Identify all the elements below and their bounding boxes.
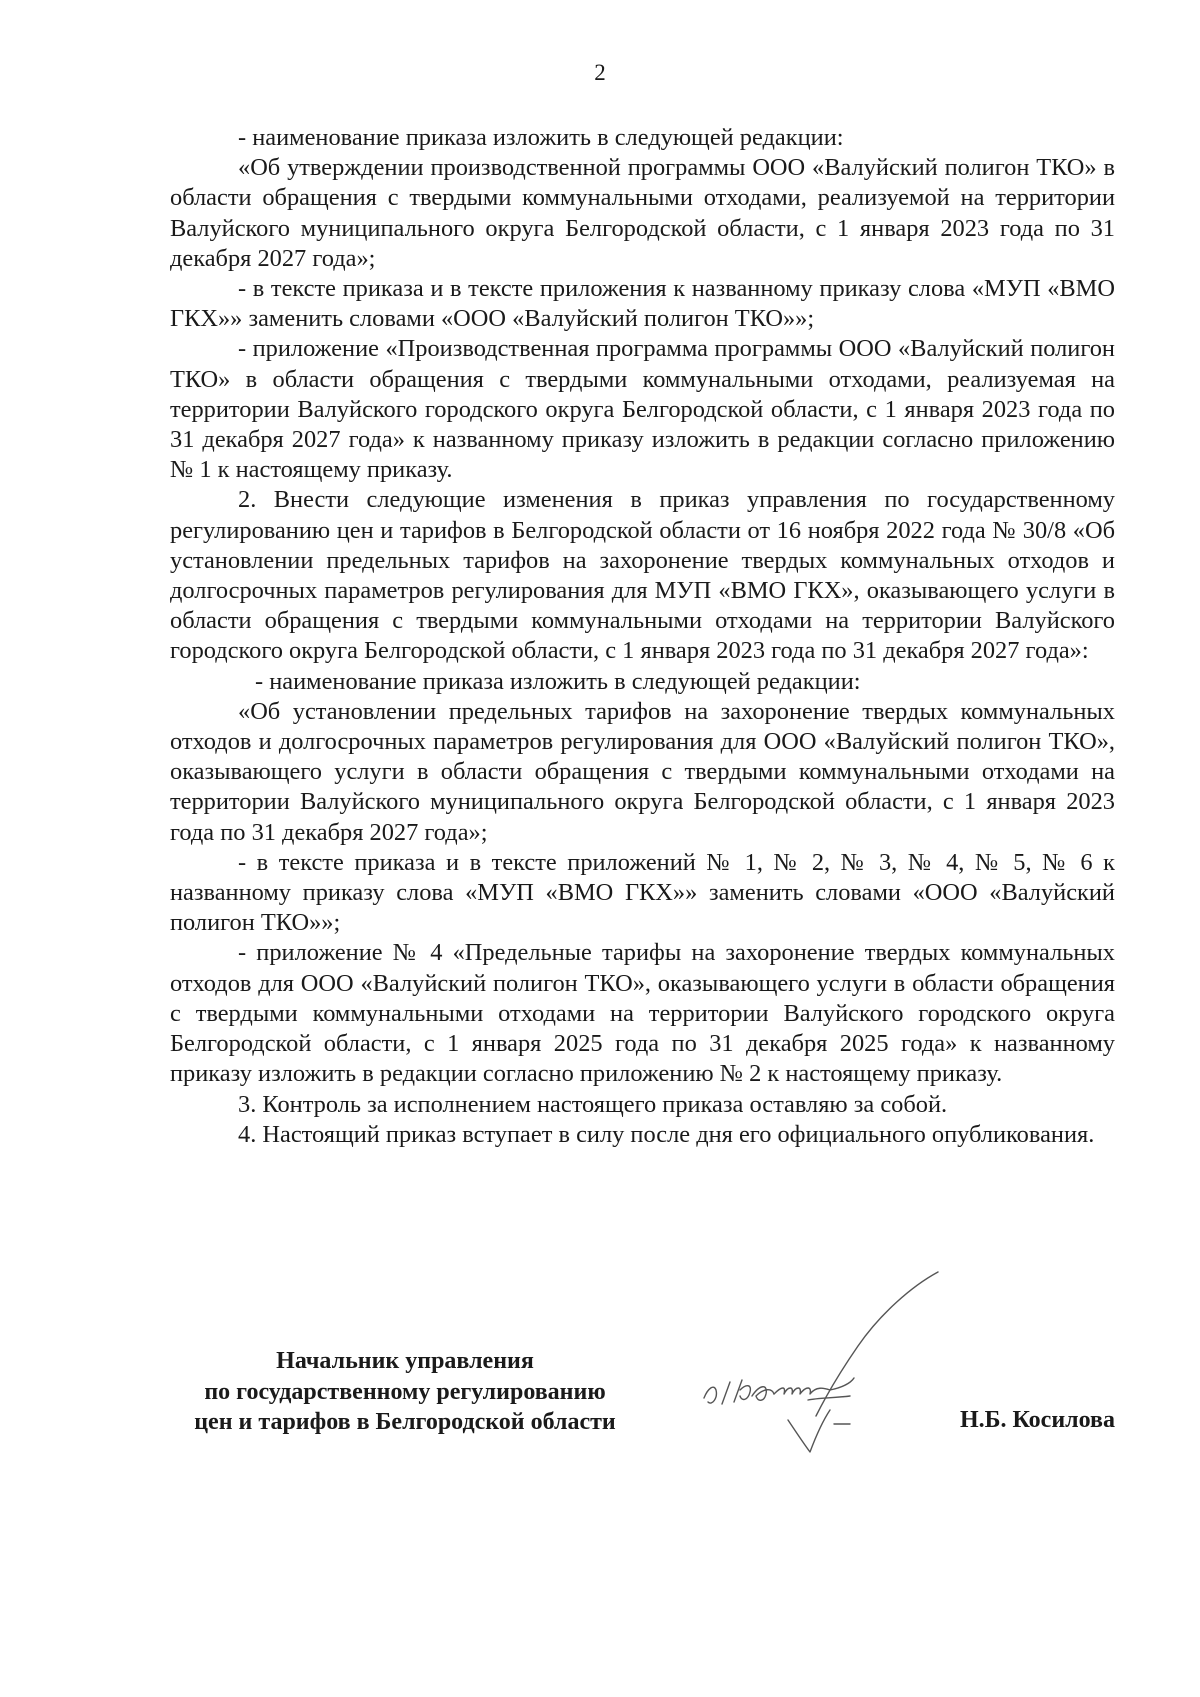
paragraph-replace-words-appendices: - в тексте приказа и в тексте приложений № 1, № 2, № 3, № 4, № 5, № 6 к названному приказу слова «МУП «ВМО ГКХ»» заменить словами «ООО «Валуйский полигон ТКО»»; [170,848,1115,937]
signatory-position-line: по государственному регулированию [204,1378,606,1405]
handwritten-signature [690,1266,990,1476]
paragraph-appendix-4-revision: - приложение № 4 «Предельные тарифы на захоронение твердых коммунальных отходов для ООО «Валуйский полигон ТКО», оказывающего услуги в области обращения с твердыми коммунальными отходами на территории Валуйского городского округа Белгородской области, с 1 января 2025 года по 31 декабря 2025 года» к названному приказу изложить в редакции согласно приложению № 2 к настоящему приказу. [170,939,1115,1088]
paragraph-item-4: 4. Настоящий приказ вступает в силу после дня его официального опубликования. [238,1120,1095,1148]
paragraph-item-3: 3. Контроль за исполнением настоящего приказа оставляю за собой. [238,1090,948,1118]
paragraph-appendix-1-revision: - приложение «Производственная программа программы ООО «Валуйский полигон ТКО» в области обращения с твердыми коммунальными отходами, реализуемая на территории Валуйского городского округа Белгородской области, с 1 января 2023 года по 31 декабря 2027 года» к названному приказу изложить в редакции согласно приложению № 1 к настоящему приказу. [170,335,1115,484]
paragraph-new-program-title: «Об утверждении производственной программы ООО «Валуйский полигон ТКО» в области обращения с твердыми коммунальными отходами, реализуемой на территории Валуйского муниципального округа Белгородской области, с 1 января 2023 года по 31 декабря 2027 года»; [170,154,1115,272]
paragraph-rename-instruction-2: - наименование приказа изложить в следующей редакции: [255,667,861,695]
document-body [170,123,1115,1150]
signatory-position-line: цен и тарифов в Белгородской области [194,1409,616,1435]
page-number: 2 [594,60,606,85]
paragraph-item-2: 2. Внести следующие изменения в приказ управления по государственному регулированию цен и тарифов в Белгородской области от 16 ноября 2022 года № 30/8 «Об установлении предельных тарифов на захоронение твердых коммунальных отходов и долгосрочных параметров регулирования для МУП «ВМО ГКХ», оказывающего услуги в области обращения с твердыми коммунальными отходами на территории Валуйского городского округа Белгородской области, с 1 января 2023 года по 31 декабря 2027 года»: [170,486,1115,665]
signatory-position-line: Начальник управления [276,1348,534,1374]
paragraph-new-tariff-title: «Об установлении предельных тарифов на захоронение твердых коммунальных отходов и долгосрочных параметров регулирования для ООО «Валуйский полигон ТКО», оказывающего услуги в области обращения с твердыми коммунальными отходами на территории Валуйского муниципального округа Белгородской области, с 1 января 2023 года по 31 декабря 2027 года»; [170,697,1115,846]
paragraph-rename-instruction: - наименование приказа изложить в следующей редакции: [238,124,844,151]
signatory-name: Н.Б. Косилова [959,1407,1115,1433]
paragraph-replace-words: - в тексте приказа и в тексте приложения к названному приказу слова «МУП «ВМО ГКХ»» заменить словами «ООО «Валуйский полигон ТКО»»; [170,275,1115,333]
signatory-position [170,1346,640,1438]
signature-block [170,1346,1115,1476]
